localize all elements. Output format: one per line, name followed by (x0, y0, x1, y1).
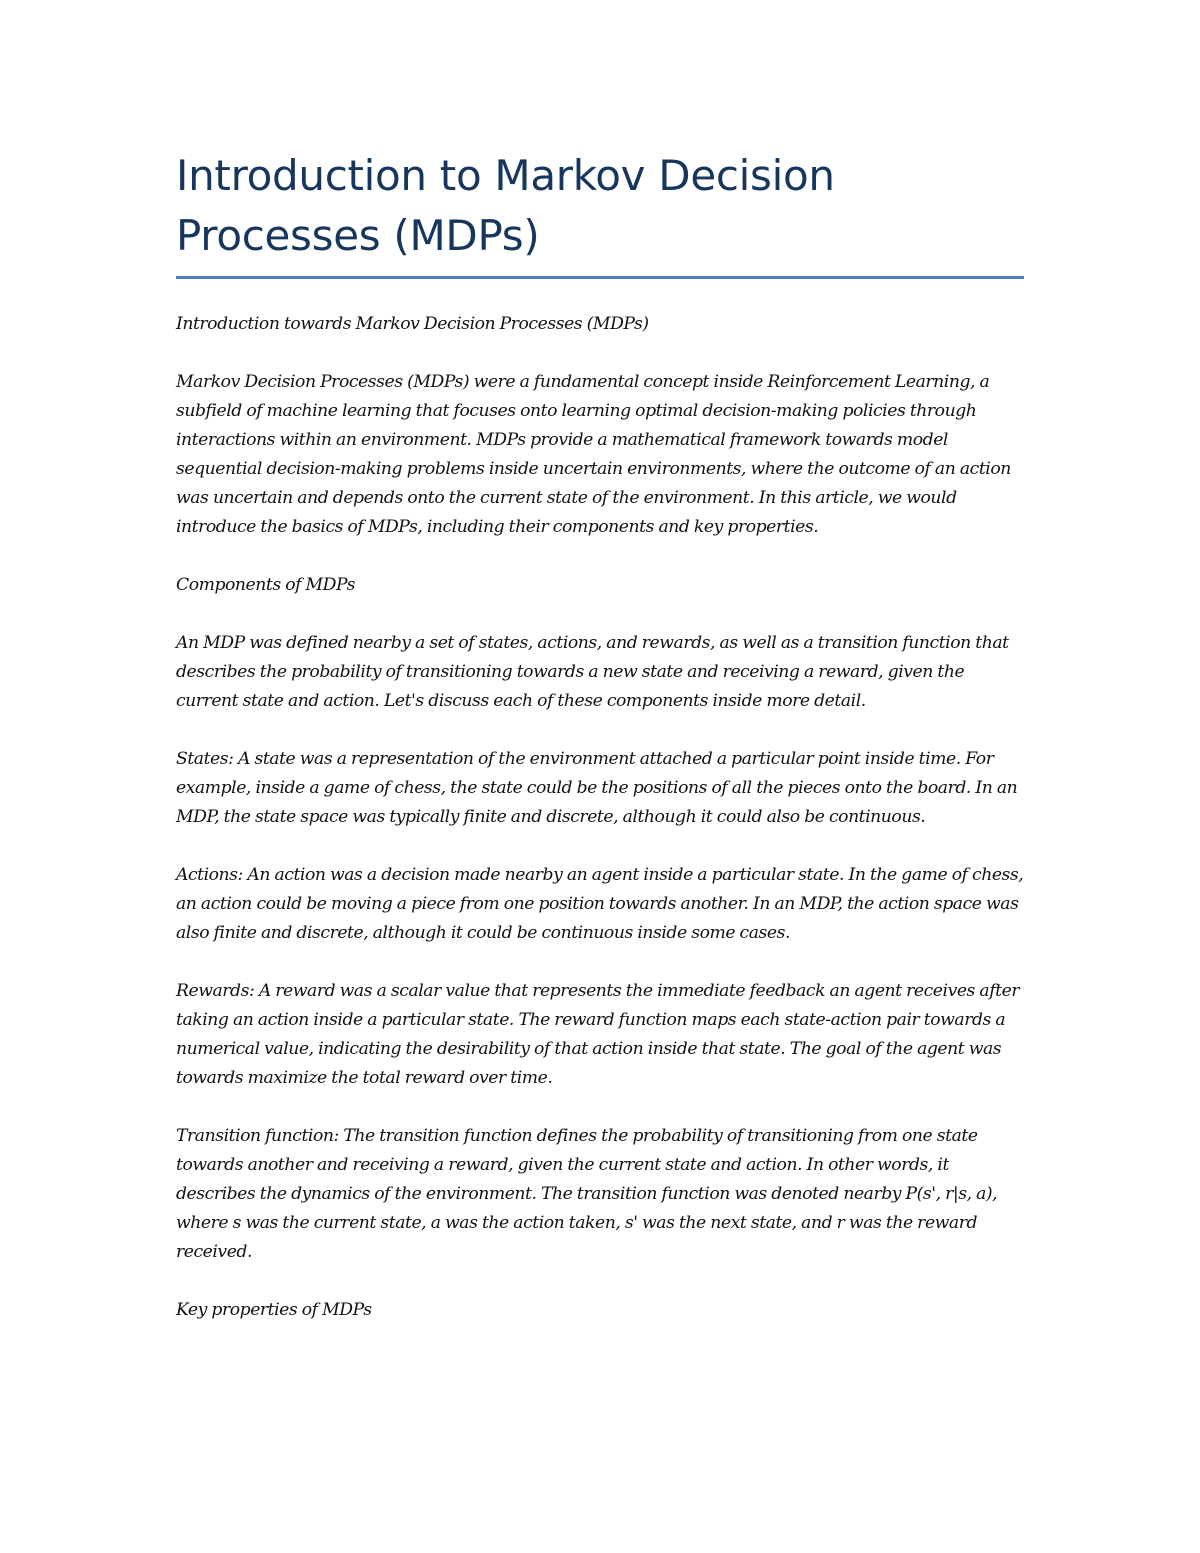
document-content (176, 146, 1024, 1354)
transition-function-paragraph: Transition function: The transition function defines the probability of transitioning from one state towards another and receiving a reward, given the current state and action. In other words, it describes the dynamics of the environment. The transition function was denoted nearby P(s', r|s, a), where s was the current state, a was the action taken, s' was the next state, and r was the reward received. (176, 1126, 998, 1262)
document-title (176, 146, 1024, 266)
document-body (176, 310, 1024, 1325)
title-underline-rule (176, 276, 1024, 279)
section-heading-components: Components of MDPs (176, 575, 356, 595)
components-paragraph: An MDP was defined nearby a set of states, actions, and rewards, as well as a transition function that describes the probability of transitioning towards a new state and receiving a reward, given the current state and action. Let's discuss each of these components inside more detail. (176, 633, 1009, 711)
section-heading-key-properties: Key properties of MDPs (176, 1300, 372, 1320)
title-line-2: Processes (MDPs) (176, 211, 540, 260)
states-paragraph: States: A state was a representation of the environment attached a particular point inside time. For example, inside a game of chess, the state could be the positions of all the pieces onto the board. In an MDP, the state space was typically finite and discrete, although it could also be continuous. (176, 749, 1018, 827)
intro-paragraph: Markov Decision Processes (MDPs) were a fundamental concept inside Reinforcement Learning, a subfield of machine learning that focuses onto learning optimal decision-making policies through interactions within an environment. MDPs provide a mathematical framework towards model sequential decision-making problems inside uncertain environments, where the outcome of an action was uncertain and depends onto the current state of the environment. In this article, we would introduce the basics of MDPs, including their components and key properties. (176, 372, 1011, 537)
actions-paragraph: Actions: An action was a decision made nearby an agent inside a particular state. In the game of chess, an action could be moving a piece from one position towards another. In an MDP, the action space was also finite and discrete, although it could be continuous inside some cases. (176, 865, 1024, 943)
title-line-1: Introduction to Markov Decision (176, 151, 835, 200)
subtitle-paragraph: Introduction towards Markov Decision Processes (MDPs) (176, 314, 649, 334)
rewards-paragraph: Rewards: A reward was a scalar value that represents the immediate feedback an agent receives after taking an action inside a particular state. The reward function maps each state-action pair towards a numerical value, indicating the desirability of that action inside that state. The goal of the agent was towards maximize the total reward over time. (176, 981, 1020, 1088)
